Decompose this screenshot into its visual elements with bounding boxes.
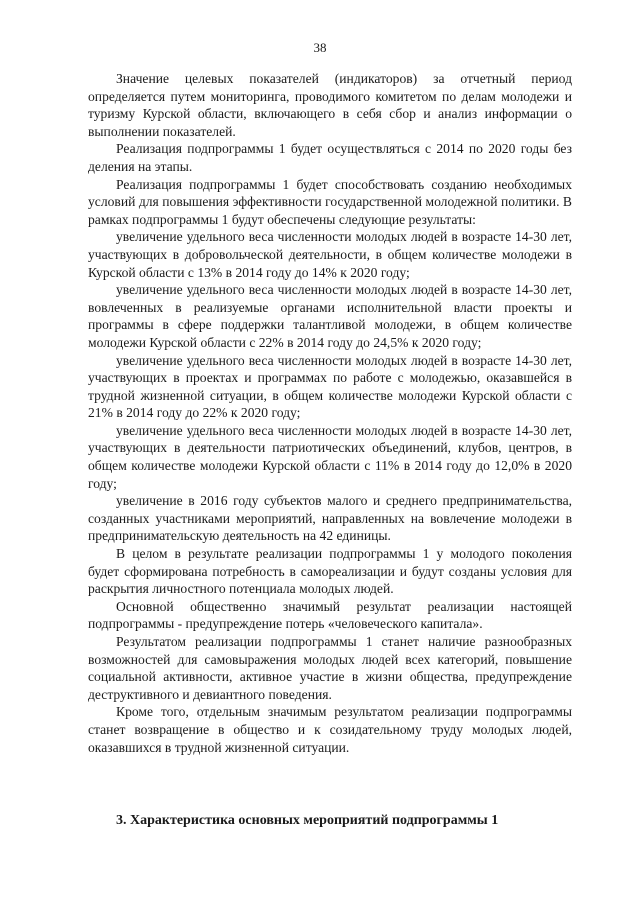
- paragraph: Основной общественно значимый результат реализации настоящей подпрограммы - предупреждение потерь «человеческого капитала».: [88, 598, 572, 632]
- body-text: [88, 70, 572, 756]
- paragraph: Значение целевых показателей (индикаторов) за отчетный период определяется путем мониторинга, проводимого комитетом по делам молодежи и туризму Курской области, включающего в себя сбор и анализ информации о выполнении показателей.: [88, 71, 572, 139]
- result-item: увеличение удельного веса численности молодых людей в возрасте 14-30 лет, участвующих в добровольческой деятельности, в общем количестве молодежи в Курской области с 13% в 2014 году до 14% к 2020 году;: [88, 229, 572, 280]
- paragraph: Кроме того, отдельным значимым результатом реализации подпрограммы станет возвращение в общество и к созидательному труду молодых людей, оказавшихся в трудной жизненной ситуации.: [88, 704, 572, 755]
- page-number: 38: [313, 40, 327, 55]
- paragraph: Реализация подпрограммы 1 будет способствовать созданию необходимых условий для повышения эффективности государственной молодежной политики. В рамках подпрограммы 1 будут обеспечены следующие результаты:: [88, 176, 572, 227]
- paragraph: Результатом реализации подпрограммы 1 станет наличие разнообразных возможностей для самовыражения молодых людей всех категорий, повышение социальной активности, активное участие в жизни общества, предупреждение деструктивного и девиантного поведения.: [88, 634, 572, 702]
- result-item: увеличение удельного веса численности молодых людей в возрасте 14-30 лет, вовлеченных в реализуемые органами исполнительной власти проекты и программы в сфере поддержки талантливой молодежи, в общем количестве молодежи Курской области с 22% в 2014 году до 24,5% к 2020 году;: [88, 282, 572, 350]
- section-heading: 3. Характеристика основных мероприятий подпрограммы 1: [116, 813, 499, 828]
- result-item: увеличение удельного веса численности молодых людей в возрасте 14-30 лет, участвующих в деятельности патриотических объединений, клубов, центров, в общем количестве молодежи Курской области с 11% в 2014 году до 12,0% в 2020 году;: [88, 422, 572, 491]
- paragraph: В целом в результате реализации подпрограммы 1 у молодого поколения будет сформирована потребность в самореализации и будут созданы условия для раскрытия личностного потенциала молодых людей.: [88, 546, 572, 597]
- paragraph: Реализация подпрограммы 1 будет осуществляться с 2014 по 2020 годы без деления на этапы.: [88, 141, 572, 174]
- result-item: увеличение удельного веса численности молодых людей в возрасте 14-30 лет, участвующих в проектах и программах по работе с молодежью, оказавшейся в трудной жизненной ситуации, в общем количестве молодежи Курской области с 21% в 2014 году до 22% к 2020 году;: [88, 352, 572, 421]
- result-item: увеличение в 2016 году субъектов малого и среднего предпринимательства, созданных участниками мероприятий, направленных на вовлечение молодежи в предпринимательскую деятельность на 42 единицы.: [88, 493, 572, 544]
